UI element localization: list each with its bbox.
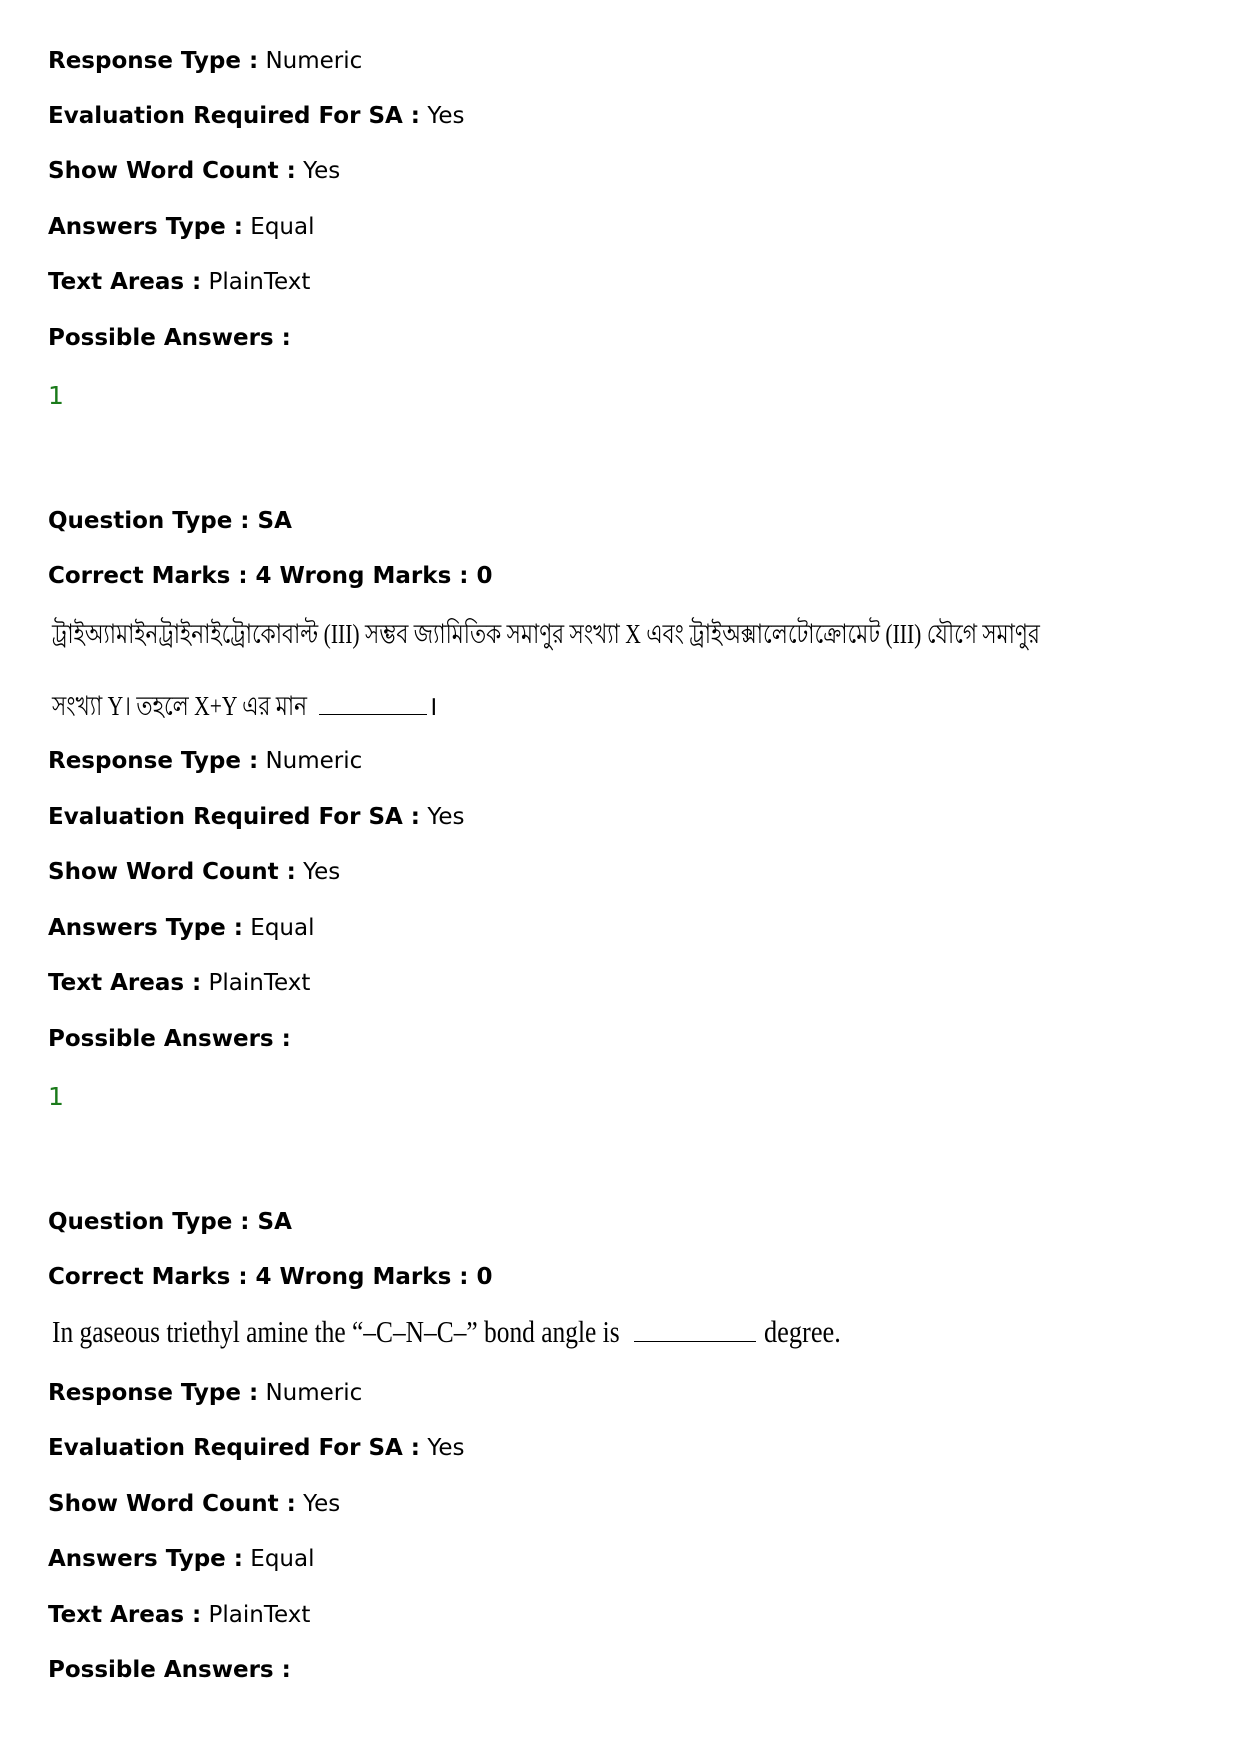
field-value: PlainText <box>208 269 311 295</box>
field-value: Numeric <box>265 748 363 774</box>
question-text-end: । <box>427 691 438 721</box>
field-value: Numeric <box>265 48 363 74</box>
marks <box>48 561 492 591</box>
possible-answers-field <box>48 323 291 353</box>
field-value: Numeric <box>265 1380 363 1406</box>
text-areas-field <box>48 267 310 297</box>
show-word-count-field <box>48 1489 340 1519</box>
marks-text: Correct Marks : 4 Wrong Marks : 0 <box>48 563 493 589</box>
field-value: Equal <box>250 915 315 941</box>
question-type-text: Question Type : SA <box>48 508 292 534</box>
field-value: Yes <box>427 1435 465 1461</box>
field-label: Answers Type : <box>48 1546 243 1572</box>
possible-answer-value: 1 <box>48 1082 64 1111</box>
response-type-field <box>48 46 362 76</box>
possible-answer-value: 1 <box>48 381 64 410</box>
field-label: Evaluation Required For SA : <box>48 103 421 129</box>
answer-blank <box>634 1319 756 1342</box>
field-label: Response Type : <box>48 1380 259 1406</box>
evaluation-required-field <box>48 101 464 131</box>
answers-type-field <box>48 1544 315 1574</box>
possible-answers-field <box>48 1655 291 1685</box>
field-label: Answers Type : <box>48 214 243 240</box>
field-value: PlainText <box>208 970 311 996</box>
question-text-part: সংখ্যা Y। তহলে X+Y এর মান <box>52 691 307 721</box>
field-label: Response Type : <box>48 48 259 74</box>
text-areas-field <box>48 968 310 998</box>
field-value: Equal <box>250 214 315 240</box>
question-type <box>48 1207 292 1237</box>
field-value: Yes <box>303 158 341 184</box>
field-label: Text Areas : <box>48 1602 202 1628</box>
possible-answers-field <box>48 1024 291 1054</box>
field-value: Yes <box>427 804 465 830</box>
field-label: Show Word Count : <box>48 859 296 885</box>
question-text-line-2 <box>52 686 438 731</box>
question-text-part: In gaseous triethyl amine the “–C–N–C–” bond angle is <box>52 1314 620 1349</box>
field-label: Evaluation Required For SA : <box>48 1435 421 1461</box>
response-type-field <box>48 1378 362 1408</box>
field-label: Response Type : <box>48 748 259 774</box>
field-label: Text Areas : <box>48 970 202 996</box>
field-value: Yes <box>303 1491 341 1517</box>
field-label: Evaluation Required For SA : <box>48 804 421 830</box>
field-value: Yes <box>303 859 341 885</box>
answers-type-field <box>48 913 315 943</box>
field-label: Show Word Count : <box>48 1491 296 1517</box>
marks <box>48 1262 492 1292</box>
show-word-count-field <box>48 156 340 186</box>
answers-type-field <box>48 212 315 242</box>
field-label: Text Areas : <box>48 269 202 295</box>
question-text-end: degree. <box>763 1314 841 1349</box>
response-type-field <box>48 746 362 776</box>
field-label: Show Word Count : <box>48 158 296 184</box>
evaluation-required-field <box>48 1433 464 1463</box>
question-text-line-1: ট্রাইঅ্যামাইনট্রাইনাইট্রোকোবাল্ট (III) সম্ভব জ্যামিতিক সমাণুর সংখ্যা X এবং ট্রাইঅক্সালেটোক্রোমেট (III) যৌগে সমাণুর <box>52 619 1040 649</box>
marks-text: Correct Marks : 4 Wrong Marks : 0 <box>48 1264 493 1290</box>
evaluation-required-field <box>48 802 464 832</box>
field-value: Yes <box>427 103 465 129</box>
field-value: PlainText <box>208 1602 311 1628</box>
field-label: Possible Answers : <box>48 325 291 351</box>
question-text <box>52 1314 854 1350</box>
text-areas-field <box>48 1600 310 1630</box>
field-label: Possible Answers : <box>48 1657 291 1683</box>
field-label: Possible Answers : <box>48 1026 291 1052</box>
answer-blank <box>319 692 427 715</box>
question-type-text: Question Type : SA <box>48 1209 292 1235</box>
field-label: Answers Type : <box>48 915 243 941</box>
field-value: Equal <box>250 1546 315 1572</box>
show-word-count-field <box>48 857 340 887</box>
question-type <box>48 506 292 536</box>
